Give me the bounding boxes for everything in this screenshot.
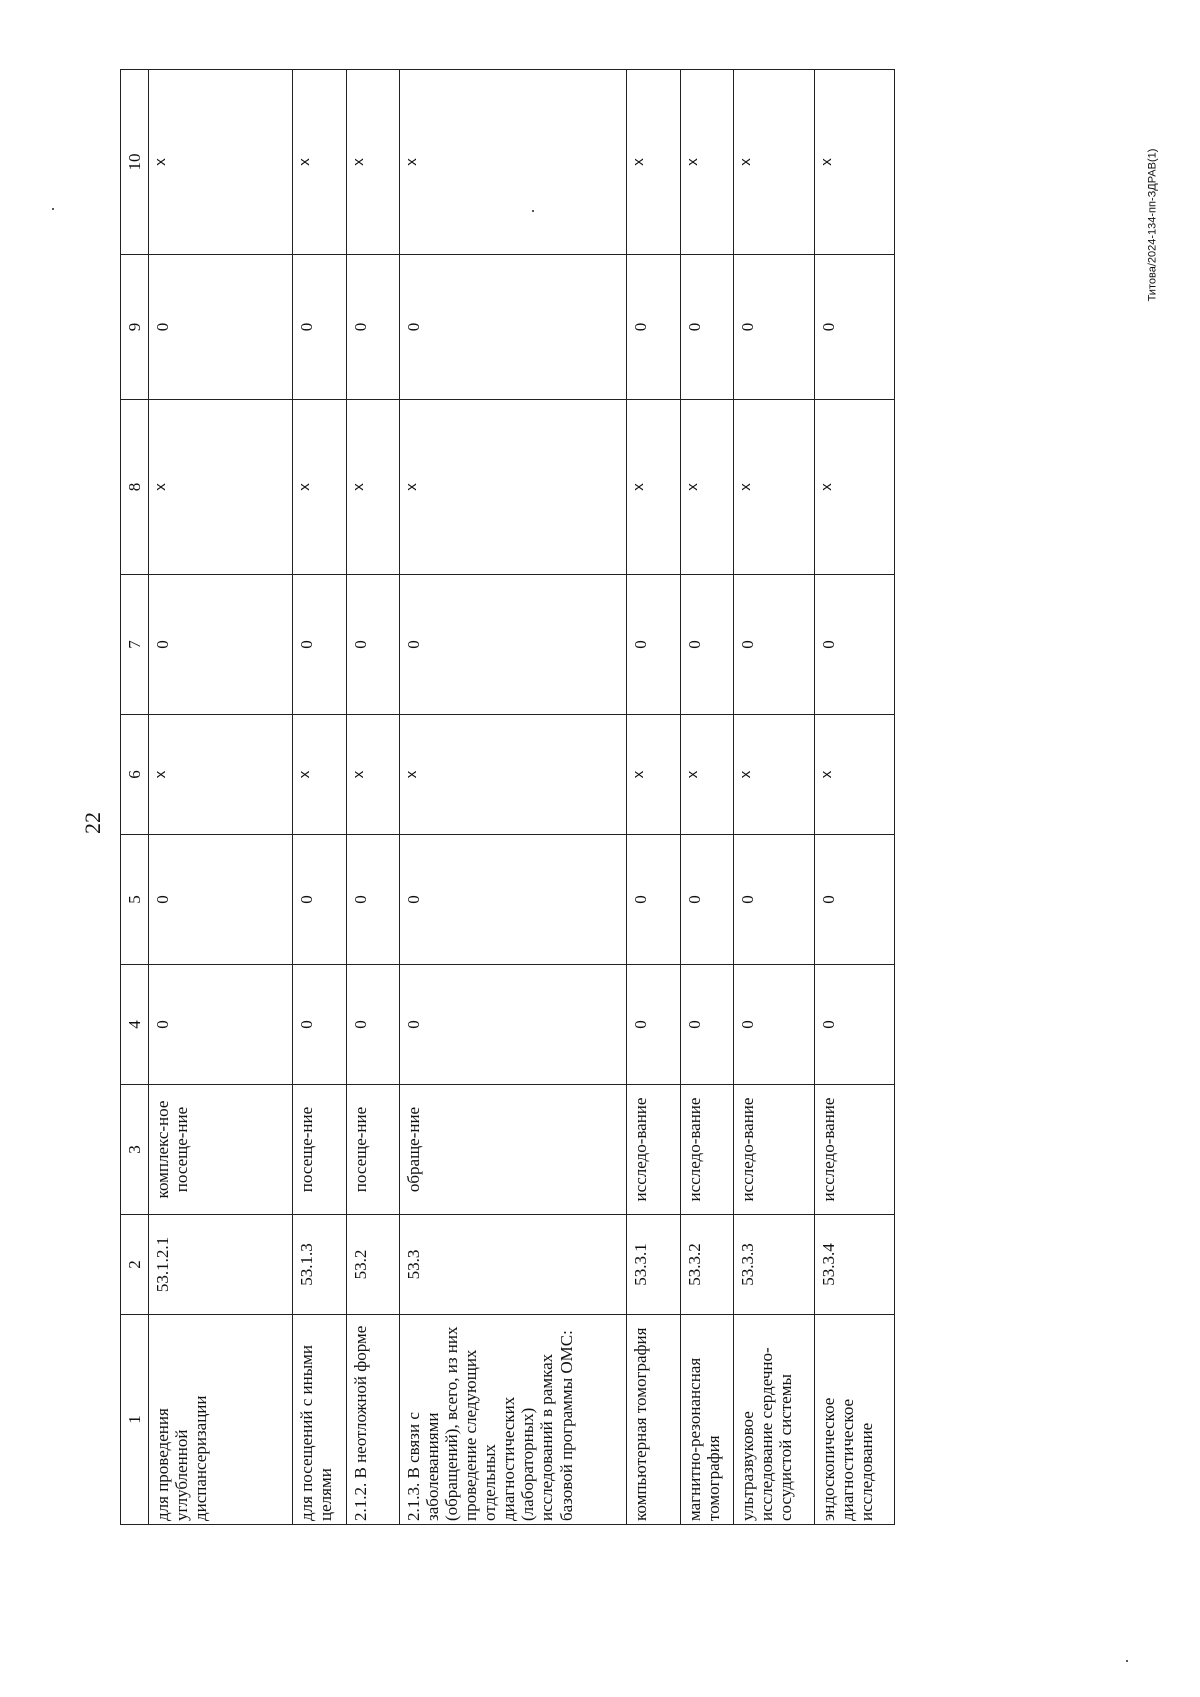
table-container	[120, 70, 895, 1525]
table-cell: для посещений с иными целями	[293, 1315, 347, 1525]
table-cell: 53.3.4	[814, 1215, 894, 1315]
table-cell: 0	[346, 575, 400, 715]
column-header: 9	[121, 255, 149, 400]
table-cell: 0	[293, 255, 347, 400]
table-cell: х	[346, 715, 400, 835]
table-cell: 0	[346, 835, 400, 965]
table-row	[680, 70, 734, 1525]
table-cell: 0	[400, 835, 627, 965]
page-number	[80, 811, 105, 835]
table-cell: 0	[626, 255, 680, 400]
table-cell: 0	[734, 835, 814, 965]
table-cell: х	[814, 70, 894, 255]
table-cell: 0	[814, 575, 894, 715]
table-cell: исследо-вание	[626, 1085, 680, 1215]
table-row	[148, 70, 292, 1525]
table-cell: 0	[680, 965, 734, 1085]
table-cell: 0	[400, 965, 627, 1085]
table-cell: 53.2	[346, 1215, 400, 1315]
table-cell: компьютерная томография	[626, 1315, 680, 1525]
scan-speck	[1126, 1660, 1128, 1662]
table-cell: х	[626, 400, 680, 575]
table-cell: 0	[734, 965, 814, 1085]
table-cell: 53.3.1	[626, 1215, 680, 1315]
table-cell: х	[400, 70, 627, 255]
table-row	[346, 70, 400, 1525]
table-cell: х	[148, 400, 292, 575]
table-cell: 0	[626, 835, 680, 965]
table-cell: 0	[293, 965, 347, 1085]
table-cell: магнитно-резонансная томография	[680, 1315, 734, 1525]
column-header: 5	[121, 835, 149, 965]
table-cell: 53.3	[400, 1215, 627, 1315]
table-cell: х	[346, 400, 400, 575]
table-cell: эндоскопическое диагностическое исследование	[814, 1315, 894, 1525]
column-header: 6	[121, 715, 149, 835]
table-cell: 0	[346, 965, 400, 1085]
column-header: 8	[121, 400, 149, 575]
table-row	[814, 70, 894, 1525]
table-cell: х	[400, 400, 627, 575]
table-cell: х	[734, 70, 814, 255]
data-table	[120, 69, 895, 1525]
document-code-text: Титова/2024-134-пп-ЗДРАВ(1)	[1146, 148, 1159, 302]
table-cell: 2.1.2. В неотложной форме	[346, 1315, 400, 1525]
table-cell: 0	[400, 575, 627, 715]
table-cell: 53.3.2	[680, 1215, 734, 1315]
column-header: 7	[121, 575, 149, 715]
table-cell: х	[293, 70, 347, 255]
table-cell: 53.1.2.1	[148, 1215, 292, 1315]
table-cell: 0	[148, 965, 292, 1085]
column-header: 2	[121, 1215, 149, 1315]
table-row	[293, 70, 347, 1525]
table-cell: х	[293, 400, 347, 575]
table-cell: 0	[680, 255, 734, 400]
table-cell: х	[626, 715, 680, 835]
table-cell: х	[680, 70, 734, 255]
table-cell: х	[148, 70, 292, 255]
table-cell: 0	[148, 255, 292, 400]
table-cell: 0	[626, 965, 680, 1085]
table-cell: посеще-ние	[346, 1085, 400, 1215]
scan-speck	[52, 208, 54, 210]
table-cell: 0	[680, 575, 734, 715]
table-cell: х	[346, 70, 400, 255]
table-cell: 0	[346, 255, 400, 400]
table-cell: для проведения углубленной диспансеризации	[148, 1315, 292, 1525]
table-cell: исследо-вание	[680, 1085, 734, 1215]
table-cell: 0	[148, 835, 292, 965]
page-number-text: 22	[80, 812, 105, 834]
column-header: 1	[121, 1315, 149, 1525]
table-cell: 0	[814, 835, 894, 965]
table-cell: 53.1.3	[293, 1215, 347, 1315]
table-cell: 0	[734, 575, 814, 715]
column-header: 4	[121, 965, 149, 1085]
table-cell: исследо-вание	[814, 1085, 894, 1215]
table-cell: исследо-вание	[734, 1085, 814, 1215]
table-row	[734, 70, 814, 1525]
table-cell: х	[814, 400, 894, 575]
table-cell: 0	[734, 255, 814, 400]
table-cell: 2.1.3. В связи с заболеваниями (обращений), всего, из них проведение следующих отдельных диагностических (лабораторных) исследований в рамках базовой программы ОМС:	[400, 1315, 627, 1525]
document-code	[1143, 130, 1161, 320]
table-cell: посеще-ние	[293, 1085, 347, 1215]
table-cell: х	[814, 715, 894, 835]
table-cell: 0	[814, 965, 894, 1085]
table-row	[400, 70, 627, 1525]
table-cell: 0	[400, 255, 627, 400]
table-cell: х	[680, 400, 734, 575]
table-cell: 0	[814, 255, 894, 400]
column-header: 10	[121, 70, 149, 255]
column-header: 3	[121, 1085, 149, 1215]
table-cell: х	[734, 715, 814, 835]
table-cell: 0	[626, 575, 680, 715]
table-cell: 0	[148, 575, 292, 715]
table-cell: х	[734, 400, 814, 575]
table-cell: х	[148, 715, 292, 835]
table-cell: 0	[293, 575, 347, 715]
table-cell: х	[293, 715, 347, 835]
table-cell: комплекс-ное посеще-ние	[148, 1085, 292, 1215]
table-cell: х	[626, 70, 680, 255]
table-cell: ультразвуковое исследование сердечно-сосудистой системы	[734, 1315, 814, 1525]
table-cell: 0	[680, 835, 734, 965]
table-header-row	[121, 70, 149, 1525]
table-cell: 0	[293, 835, 347, 965]
table-cell: х	[400, 715, 627, 835]
table-cell: обраще-ние	[400, 1085, 627, 1215]
table-cell: х	[680, 715, 734, 835]
table-cell: 53.3.3	[734, 1215, 814, 1315]
table-row	[626, 70, 680, 1525]
